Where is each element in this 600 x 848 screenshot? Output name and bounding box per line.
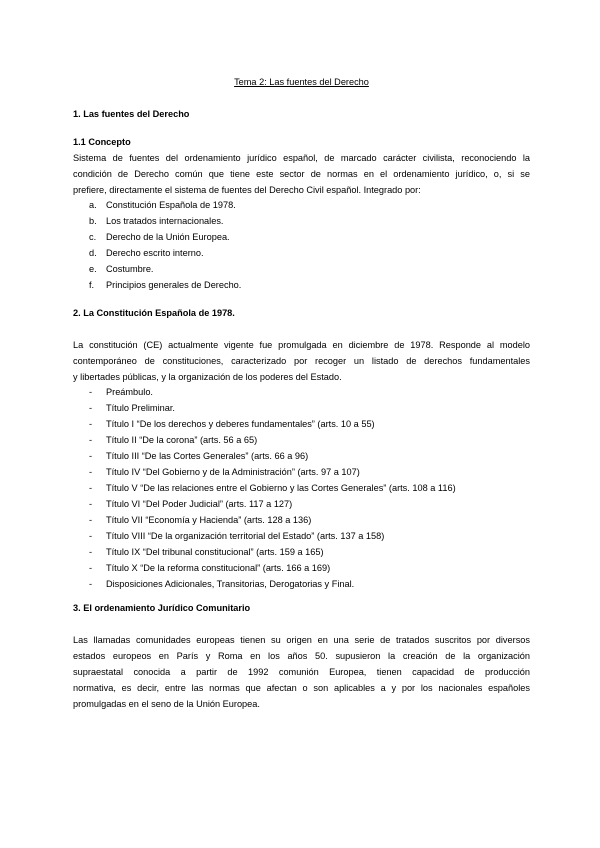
list-item bbox=[89, 528, 456, 544]
list-marker: - bbox=[89, 387, 93, 397]
list-marker: - bbox=[89, 547, 93, 557]
constitution-structure-list bbox=[89, 384, 456, 592]
list-item-text: Título V “De las relaciones entre el Gobierno y las Cortes Generales” (arts. 108 a 116) bbox=[106, 483, 456, 493]
list-marker: e. bbox=[89, 264, 97, 274]
list-marker: - bbox=[89, 483, 93, 493]
paragraph-line: estados europeos en París y Roma en los años 50. supusieron la creación de la organización bbox=[73, 651, 530, 661]
list-marker: - bbox=[89, 515, 93, 525]
list-item bbox=[89, 432, 456, 448]
list-item bbox=[89, 544, 456, 560]
list-item-text: Los tratados internacionales. bbox=[106, 216, 224, 226]
list-item bbox=[89, 512, 456, 528]
list-item bbox=[89, 496, 456, 512]
document-title: Tema 2: Las fuentes del Derecho bbox=[234, 77, 369, 87]
list-item bbox=[89, 400, 456, 416]
list-marker: - bbox=[89, 563, 93, 573]
list-item bbox=[89, 229, 241, 245]
list-item-text: Título Preliminar. bbox=[106, 403, 175, 413]
list-marker: - bbox=[89, 435, 93, 445]
list-item bbox=[89, 448, 456, 464]
list-marker: - bbox=[89, 419, 93, 429]
list-item bbox=[89, 384, 456, 400]
list-item bbox=[89, 245, 241, 261]
section-3-paragraph bbox=[73, 632, 530, 712]
list-item-text: Título VIII “De la organización territorial del Estado” (arts. 137 a 158) bbox=[106, 531, 385, 541]
section-2-heading: 2. La Constitución Española de 1978. bbox=[73, 308, 235, 318]
list-item-text: Título I “De los derechos y deberes fundamentales” (arts. 10 a 55) bbox=[106, 419, 375, 429]
paragraph-line: Sistema de fuentes del ordenamiento jurídico español, de marcado carácter civilista, reconociendo la bbox=[73, 153, 530, 163]
list-marker: d. bbox=[89, 248, 97, 258]
list-marker: - bbox=[89, 531, 93, 541]
list-marker: f. bbox=[89, 280, 95, 290]
paragraph-line: promulgadas en el seno de la Unión Europea. bbox=[73, 699, 260, 709]
list-marker: - bbox=[89, 467, 93, 477]
list-item-text: Derecho de la Unión Europea. bbox=[106, 232, 230, 242]
list-item bbox=[89, 213, 241, 229]
list-item bbox=[89, 480, 456, 496]
list-item bbox=[89, 560, 456, 576]
list-item bbox=[89, 416, 456, 432]
list-item-text: Preámbulo. bbox=[106, 387, 153, 397]
list-item bbox=[89, 464, 456, 480]
list-item-text: Título X “De la reforma constitucional” (arts. 166 a 169) bbox=[106, 563, 331, 573]
list-item-text: Derecho escrito interno. bbox=[106, 248, 204, 258]
paragraph-line: La constitución (CE) actualmente vigente fue promulgada en diciembre de 1978. Responde al modelo bbox=[73, 340, 530, 350]
list-item bbox=[89, 261, 241, 277]
list-item-text: Título IX “Del tribunal constitucional” (arts. 159 a 165) bbox=[106, 547, 324, 557]
list-marker: - bbox=[89, 451, 93, 461]
section-1-1-paragraph bbox=[73, 150, 530, 198]
paragraph-line: prefiere, directamente el sistema de fuentes del Derecho Civil español. Integrado por: bbox=[73, 185, 421, 195]
paragraph-line: y libertades públicas, y la organización de los poderes del Estado. bbox=[73, 372, 342, 382]
list-item bbox=[89, 197, 241, 213]
list-item-text: Título II “De la corona” (arts. 56 a 65) bbox=[106, 435, 258, 445]
list-item-text: Principios generales de Derecho. bbox=[106, 280, 242, 290]
paragraph-line: normativa, es decir, entre las normas que afectan o son aplicables a y por los nacionales españoles bbox=[73, 683, 530, 693]
paragraph-line: condición de Derecho común que tiene este sector de normas en el ordenamiento jurídico, o, si se bbox=[73, 169, 530, 179]
sources-list bbox=[89, 197, 241, 293]
section-2-paragraph bbox=[73, 337, 530, 385]
paragraph-line: supraestatal conocida a partir de 1992 comunión Europea, tienen capacidad de producción bbox=[73, 667, 530, 677]
list-marker: c. bbox=[89, 232, 97, 242]
list-item-text: Título VII “Economía y Hacienda” (arts. 128 a 136) bbox=[106, 515, 312, 525]
list-item-text: Título VI “Del Poder Judicial” (arts. 117 a 127) bbox=[106, 499, 293, 509]
section-1-1-heading: 1.1 Concepto bbox=[73, 137, 131, 147]
paragraph-line: contemporáneo de constituciones, caracterizado por recoger un listado de derechos fundamentales bbox=[73, 356, 530, 366]
section-3-heading: 3. El ordenamiento Jurídico Comunitario bbox=[73, 603, 251, 613]
list-item-text: Título IV “Del Gobierno y de la Administración” (arts. 97 a 107) bbox=[106, 467, 360, 477]
list-item bbox=[89, 576, 456, 592]
list-marker: b. bbox=[89, 216, 97, 226]
list-marker: a. bbox=[89, 200, 97, 210]
list-item bbox=[89, 277, 241, 293]
list-item-text: Título III “De las Cortes Generales” (arts. 66 a 96) bbox=[106, 451, 309, 461]
list-marker: - bbox=[89, 579, 93, 589]
list-item-text: Constitución Española de 1978. bbox=[106, 200, 236, 210]
paragraph-line: Las llamadas comunidades europeas tienen su origen en una serie de tratados suscritos por diversos bbox=[73, 635, 530, 645]
list-item-text: Costumbre. bbox=[106, 264, 154, 274]
list-marker: - bbox=[89, 499, 93, 509]
section-1-heading: 1. Las fuentes del Derecho bbox=[73, 109, 190, 119]
list-marker: - bbox=[89, 403, 93, 413]
list-item-text: Disposiciones Adicionales, Transitorias, Derogatorias y Final. bbox=[106, 579, 355, 589]
